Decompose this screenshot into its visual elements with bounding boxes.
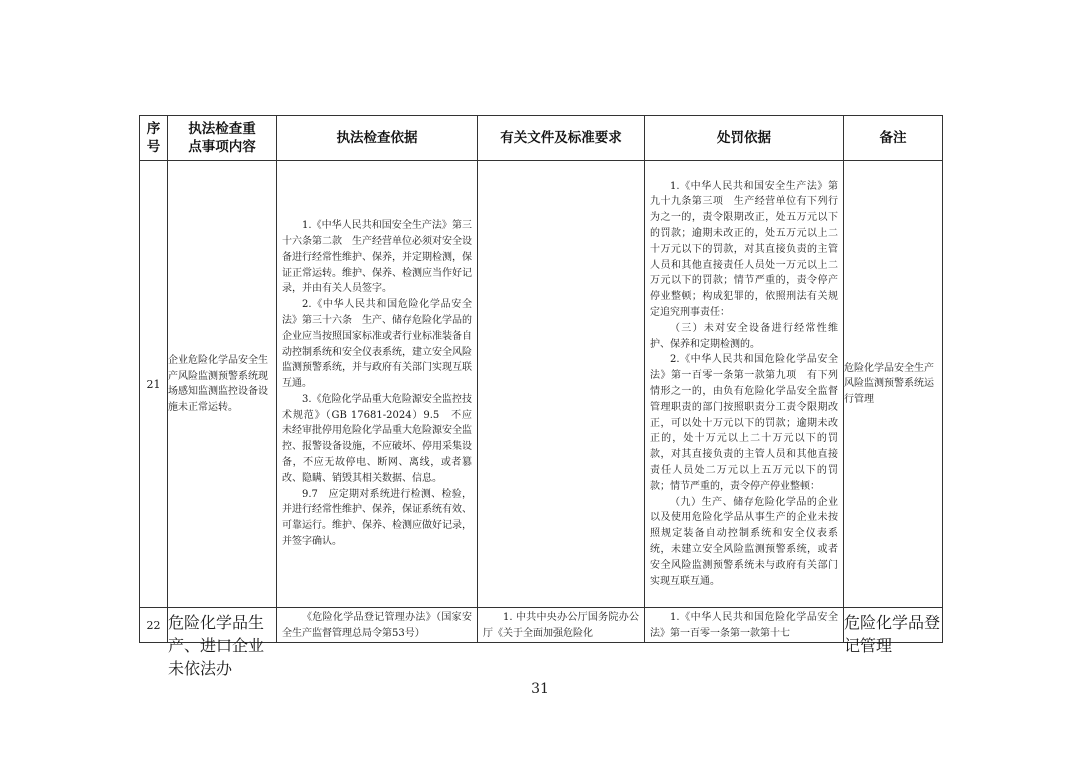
row-docs (478, 161, 645, 608)
header-row (140, 116, 943, 161)
row-item: 危险化学品生产、进口企业未依法办 (168, 613, 265, 678)
basis-paragraph: 3.《危险化学品重大危险源安全监控技术规范》（GB 17681-2024）9.5 不应未经审批停用危险化学品重大危险源安全监控、报警设备设施，不应破坏、停用采集设备，不应无故停电、断网、离线，或者篡改、隐瞒、销毁其相关数据、信息。 (282, 393, 472, 484)
row-basis (277, 608, 478, 643)
header-penalty: 处罚依据 (645, 116, 844, 161)
basis-paragraph: 1.《中华人民共和国安全生产法》第三十六条第二款 生产经营单位必须对安全设备进行经常性维护、保养，并定期检测，保证正常运转。维护、保养、检测应当作好记录，并由有关人员签字。 (282, 220, 472, 295)
docs-paragraph: 1. 中共中央办公厅国务院办公厅《关于全面加强危险化 (483, 612, 639, 639)
row-seq: 22 (140, 608, 168, 643)
penalty-paragraph: 2.《中华人民共和国危险化学品安全法》第一百零一条第一款第九项 有下列情形之一的，由负有危险化学品安全监督管理职责的部门按照职责分工责令限期改正，可以处十万元以下的罚款；逾期未改正的，处十万元以上二十万元以下的罚款，对其直接负责的主管人员和其他直接责任人员处二万元以上五万元以下的罚款；情节严重的，责令停产停业整顿： (650, 354, 838, 492)
row-basis (277, 161, 478, 608)
header-seq: 序号 (140, 116, 168, 161)
row-item-cell (168, 608, 277, 678)
basis-paragraph: 9.7 应定期对系统进行检测、检验，并进行经常性维护、保养，保证系统有效、可靠运行。维护、保养、检测应做好记录，并签字确认。 (282, 488, 472, 548)
table-row (140, 608, 943, 643)
penalty-paragraph: 1.《中华人民共和国安全生产法》第九十九条第三项 生产经营单位有下列行为之一的，责令限期改正，处五万元以下的罚款；逾期未改正的，处五万元以上二十万元以下的罚款，对其直接负责的主管人员和其他直接责任人员处一万元以上二万元以下的罚款；情节严重的，责令停产停业整顿；构成犯罪的，依照刑法有关规定追究刑事责任： (650, 180, 838, 319)
penalty-paragraph: （九）生产、储存危险化学品的企业以及使用危险化学品从事生产的企业未按照规定装备自动控制系统和安全仪表系统，未建立安全风险监测预警系统，或者安全风险监测预警系统未与政府有关部门实现互联互通。 (650, 496, 838, 587)
page-number: 31 (531, 681, 549, 697)
header-docs: 有关文件及标准要求 (478, 116, 645, 161)
row-seq: 21 (140, 161, 168, 608)
table-row (140, 161, 943, 608)
header-basis: 执法检查依据 (277, 116, 478, 161)
row-penalty (645, 161, 844, 608)
basis-paragraph: 2.《中华人民共和国危险化学品安全法》第三十六条 生产、储存危险化学品的企业应当按照国家标准或者行业标准装备自动控制系统和安全仪表系统，建立安全风险监测预警系统，并与政府有关部门实现互联互通。 (282, 299, 472, 390)
header-note: 备注 (844, 116, 943, 161)
row-note-cell (844, 608, 943, 655)
penalty-paragraph: （三）未对安全设备进行经常性维护、保养和定期检测的。 (650, 322, 838, 350)
row-penalty (645, 608, 844, 643)
header-item: 执法检查重点事项内容 (168, 116, 277, 161)
row-item: 企业危险化学品安全生产风险监测预警系统现场感知监测监控设备设施未正常运转。 (168, 161, 277, 608)
basis-paragraph: 《危险化学品登记管理办法》（国家安全生产监督管理总局令第53号） (282, 612, 472, 639)
row-docs (478, 608, 645, 643)
penalty-paragraph: 1.《中华人民共和国危险化学品安全法》第一百零一条第一款第十七 (650, 612, 838, 639)
row-note: 危险化学品登记管理 (844, 613, 941, 655)
inspection-table (139, 115, 943, 678)
row-note: 危险化学品安全生产风险监测预警系统运行管理 (844, 161, 943, 608)
